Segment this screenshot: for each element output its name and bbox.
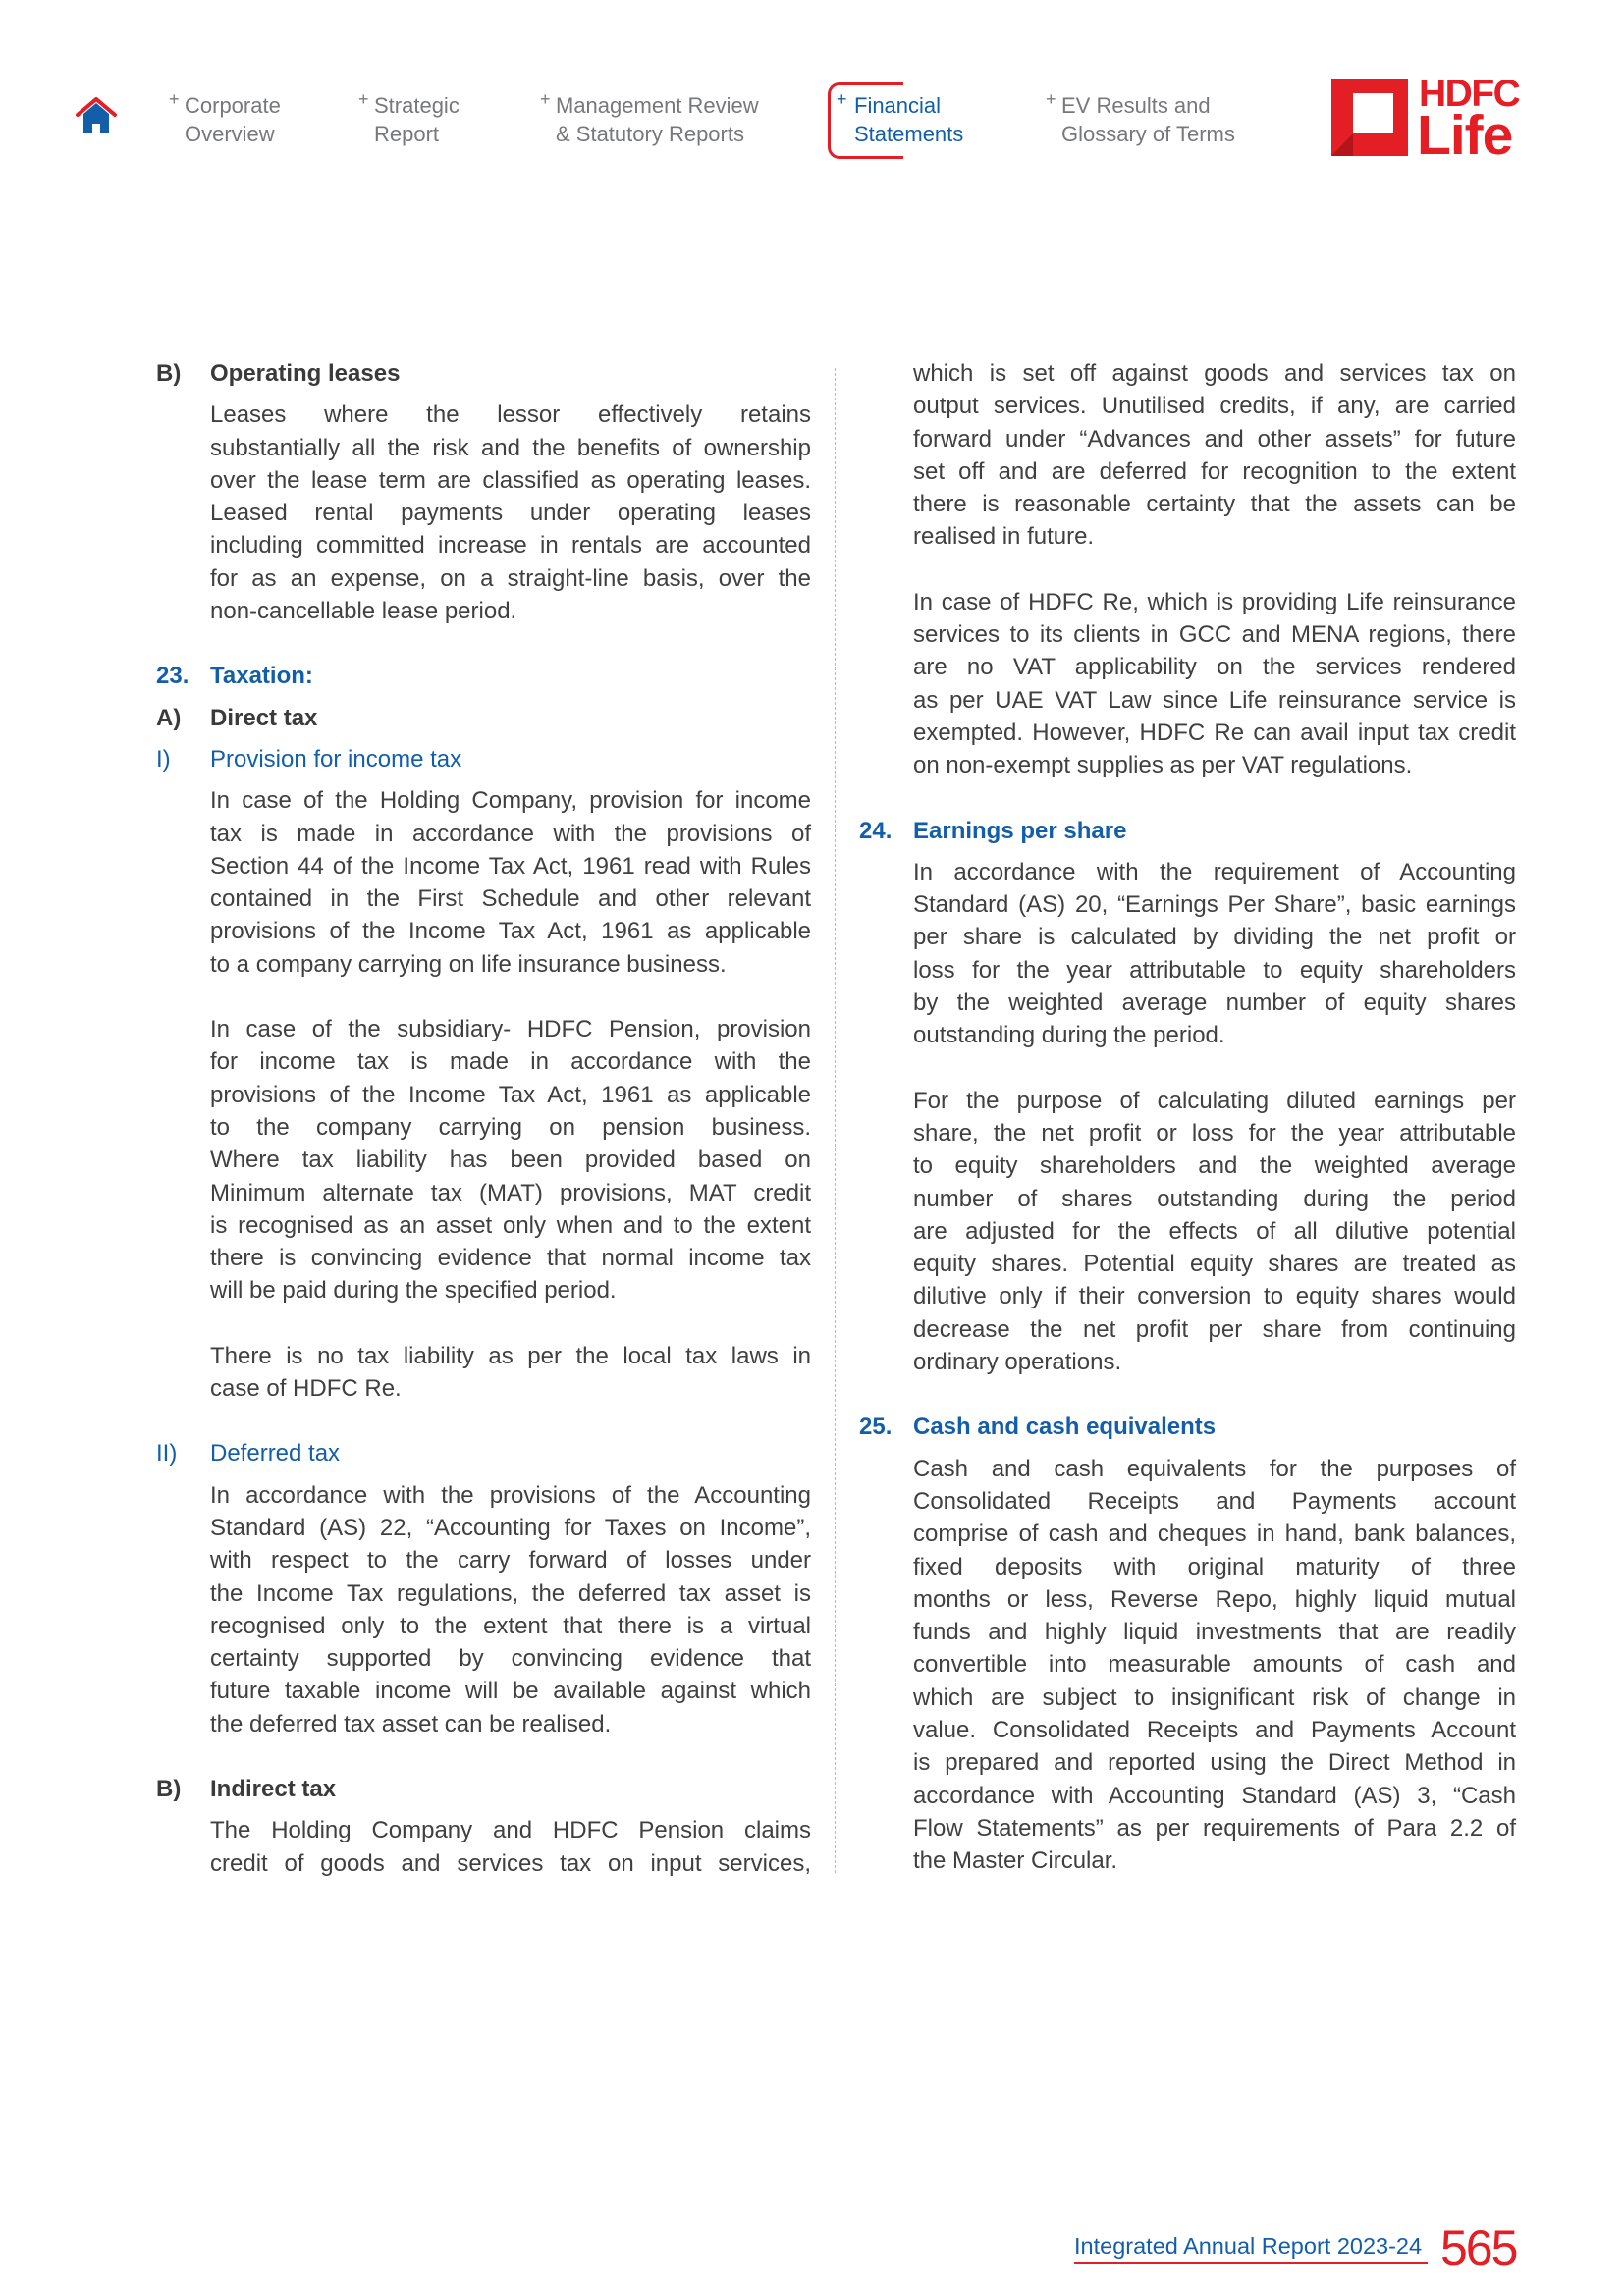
nav-financial-statements[interactable] [837,87,984,152]
item-heading-title: Deferred tax [210,1440,341,1468]
text-line: non-cancellable lease period. [210,598,517,625]
section-heading-marker: 23. [156,663,189,690]
text-line: Cash and cash equivalents for the purposes of [913,1455,1516,1482]
nav-label-line-2: Statements [854,122,964,146]
section-heading-marker: 25. [859,1414,893,1441]
plus-icon: + [169,89,180,109]
text-line: convertible into measurable amounts of cash and [913,1651,1516,1679]
text-line: exempted. However, HDFC Re can avail input tax credit [913,719,1516,746]
nav-label-line-2: Overview [185,122,275,146]
text-line: equity shares. Potential equity shares are treated as [913,1251,1516,1278]
plus-icon: + [540,89,551,109]
paragraph [210,1479,811,1740]
footer-underline [1074,2262,1428,2264]
nav-label-line-2: & Statutory Reports [556,122,744,146]
text-line: The Holding Company and HDFC Pension claims [210,1817,811,1844]
text-line: over the lease term are classified as operating leases. [210,466,811,494]
text-line: Leased rental payments under operating leases [210,500,811,527]
text-line: to a company carrying on life insurance business. [210,950,727,978]
subheading-title: Operating leases [210,360,401,387]
text-line: credit of goods and services tax on input services, [210,1849,811,1877]
text-line: dilutive only if their conversion to equity shares would [913,1283,1516,1310]
text-line: there is reasonable certainty that the assets can be [913,491,1516,518]
text-line: the deferred tax asset can be realised. [210,1710,612,1737]
plus-icon: + [1046,89,1056,109]
text-line: For the purpose of calculating diluted earnings per [913,1087,1516,1114]
text-line: will be paid during the specified period. [210,1277,617,1305]
text-line: Minimum alternate tax (MAT) provisions, MAT credit [210,1179,811,1206]
text-line: ordinary operations. [913,1349,1122,1376]
text-line: value. Consolidated Receipts and Payments Account [913,1716,1516,1743]
item-heading-title: Provision for income tax [210,745,462,773]
text-line: Standard (AS) 20, “Earnings Per Share”, basic earnings [913,891,1516,919]
nav-corporate-overview[interactable] [169,87,297,152]
subheading-marker: B) [156,1775,182,1802]
report-title: Integrated Annual Report 2023-24 [1074,2233,1423,2259]
text-line: which is set off against goods and services tax on [913,360,1516,387]
section-heading [859,1411,1516,1443]
logo-product-text: Life [1417,104,1513,167]
paragraph [210,784,811,981]
nav-ev-results-glossary[interactable] [1046,87,1252,152]
left-column [156,357,811,1880]
text-line: contained in the First Schedule and other relevant [210,885,811,913]
text-line: output services. Unutilised credits, if any, are carried [913,393,1516,420]
paragraph [913,856,1516,1052]
text-line: to the company carrying on pension business. [210,1113,811,1141]
text-line: for as an expense, on a straight-line basis, over the [210,564,811,592]
text-line: tax is made in accordance with the provisions of [210,820,811,847]
text-line: certainty supported by convincing evidence that [210,1645,811,1673]
text-line: is prepared and reported using the Direct Method in [913,1749,1516,1777]
text-line: which are subject to insignificant risk of change in [913,1683,1516,1711]
text-line: There is no tax liability as per the local tax laws in [210,1342,811,1369]
text-line: Section 44 of the Income Tax Act, 1961 read with Rules [210,852,811,880]
item-heading [156,743,811,775]
text-line: on non-exempt supplies as per VAT regulations. [913,752,1413,779]
text-line: by the weighted average number of equity shares [913,989,1516,1017]
paragraph [210,1340,811,1406]
text-line: share, the net profit or loss for the year attributable [913,1119,1516,1147]
paragraph [913,357,1516,554]
text-line: decrease the net profit per share from continuing [913,1315,1516,1343]
page-number: 565 [1440,2220,1517,2275]
home-button[interactable] [76,96,117,135]
text-line: accordance with Accounting Standard (AS) 3, “Cash [913,1782,1516,1809]
paragraph [913,1453,1516,1878]
text-line: Where tax liability has been provided based on [210,1147,811,1174]
text-line: Standard (AS) 22, “Accounting for Taxes on Income”, [210,1514,811,1541]
text-line: provisions of the Income Tax Act, 1961 as applicable [210,1081,811,1108]
hdfc-life-logo [1331,73,1520,167]
text-line: comprise of cash and cheques in hand, bank balances, [913,1521,1516,1548]
text-line: to equity shareholders and the weighted average [913,1152,1516,1180]
text-line: including committed increase in rentals are accounted [210,532,811,560]
text-line: substantially all the risk and the benefits of ownership [210,434,811,461]
text-line: for income tax is made in accordance with the [210,1048,811,1076]
nav-label-line-1: EV Results and [1061,93,1211,118]
text-line: outstanding during the period. [913,1022,1225,1049]
text-line: Consolidated Receipts and Payments account [913,1487,1516,1515]
hdfc-life-logo-icon [1331,79,1408,156]
section-heading-title: Taxation: [210,663,313,690]
plus-icon: + [837,89,847,109]
text-line: months or less, Reverse Repo, highly liquid mutual [913,1585,1516,1613]
text-line: case of HDFC Re. [210,1375,402,1403]
item-heading-marker: II) [156,1440,178,1468]
text-line: funds and highly liquid investments that are readily [913,1619,1516,1646]
text-line: number of shares outstanding during the period [913,1185,1516,1212]
text-line: the Income Tax regulations, the deferred tax asset is [210,1579,811,1607]
text-line: set off and are deferred for recognition to the extent [913,457,1516,485]
section-heading-title: Earnings per share [913,817,1127,844]
section-heading [156,660,811,692]
column-divider [835,368,836,1873]
text-line: In case of the Holding Company, provision for income [210,787,811,815]
subheading-title: Direct tax [210,704,318,731]
item-heading-marker: I) [156,745,171,773]
text-line: Flow Statements” as per requirements of Para 2.2 of [913,1814,1516,1842]
text-line: realised in future. [913,523,1095,551]
nav-management-review[interactable] [540,87,766,152]
section-heading-title: Cash and cash equivalents [913,1414,1217,1441]
text-line: as per UAE VAT Law since Life reinsurance service is [913,686,1516,714]
paragraph [210,1814,811,1880]
text-line: is recognised as an asset only when and to the extent [210,1211,811,1239]
text-line: are no VAT applicability on the services rendered [913,654,1516,681]
nav-label-line-1: Financial [854,93,942,118]
paragraph [210,1013,811,1308]
nav-label-line-1: Corporate [185,93,281,118]
text-line: there is convincing evidence that normal income tax [210,1245,811,1272]
text-line: the Master Circular. [913,1847,1118,1875]
subheading-title: Indirect tax [210,1775,337,1802]
section-heading-marker: 24. [859,817,893,844]
subheading [156,357,811,390]
item-heading [156,1437,811,1469]
text-line: In case of the subsidiary- HDFC Pension, provision [210,1016,811,1043]
text-line: fixed deposits with original maturity of three [913,1553,1516,1580]
section-heading [859,815,1516,847]
text-line: loss for the year attributable to equity shareholders [913,956,1516,984]
right-column [859,357,1516,1877]
nav-label-line-2: Report [374,122,440,146]
text-line: recognised only to the extent that there is a virtual [210,1612,811,1639]
text-line: In accordance with the provisions of the Accounting [210,1481,811,1509]
text-line: per share is calculated by dividing the net profit or [913,924,1516,951]
paragraph [913,1085,1516,1379]
home-icon [76,96,117,135]
text-line: services to its clients in GCC and MENA regions, there [913,621,1516,649]
subheading-marker: A) [156,704,182,731]
text-line: forward under “Advances and other assets” for future [913,425,1516,453]
nav-label-line-1: Strategic [374,93,460,118]
subheading-marker: B) [156,360,182,387]
text-line: are adjusted for the effects of all dilutive potential [913,1217,1516,1245]
subheading [156,702,811,734]
logo-brand-text: HDFC [1419,73,1520,115]
nav-label-line-1: Management Review [556,93,759,118]
text-line: In case of HDFC Re, which is providing Life reinsurance [913,588,1516,615]
text-line: In accordance with the requirement of Accounting [913,858,1516,885]
text-line: Leases where the lessor effectively retains [210,401,811,429]
subheading [156,1773,811,1805]
text-line: provisions of the Income Tax Act, 1961 as applicable [210,918,811,945]
paragraph [913,586,1516,782]
text-line: future taxable income will be available against which [210,1678,811,1705]
nav-strategic-report[interactable] [358,87,476,152]
plus-icon: + [358,89,369,109]
nav-label-line-2: Glossary of Terms [1061,122,1235,146]
text-line: with respect to the carry forward of losses under [210,1547,811,1575]
paragraph [210,399,811,627]
